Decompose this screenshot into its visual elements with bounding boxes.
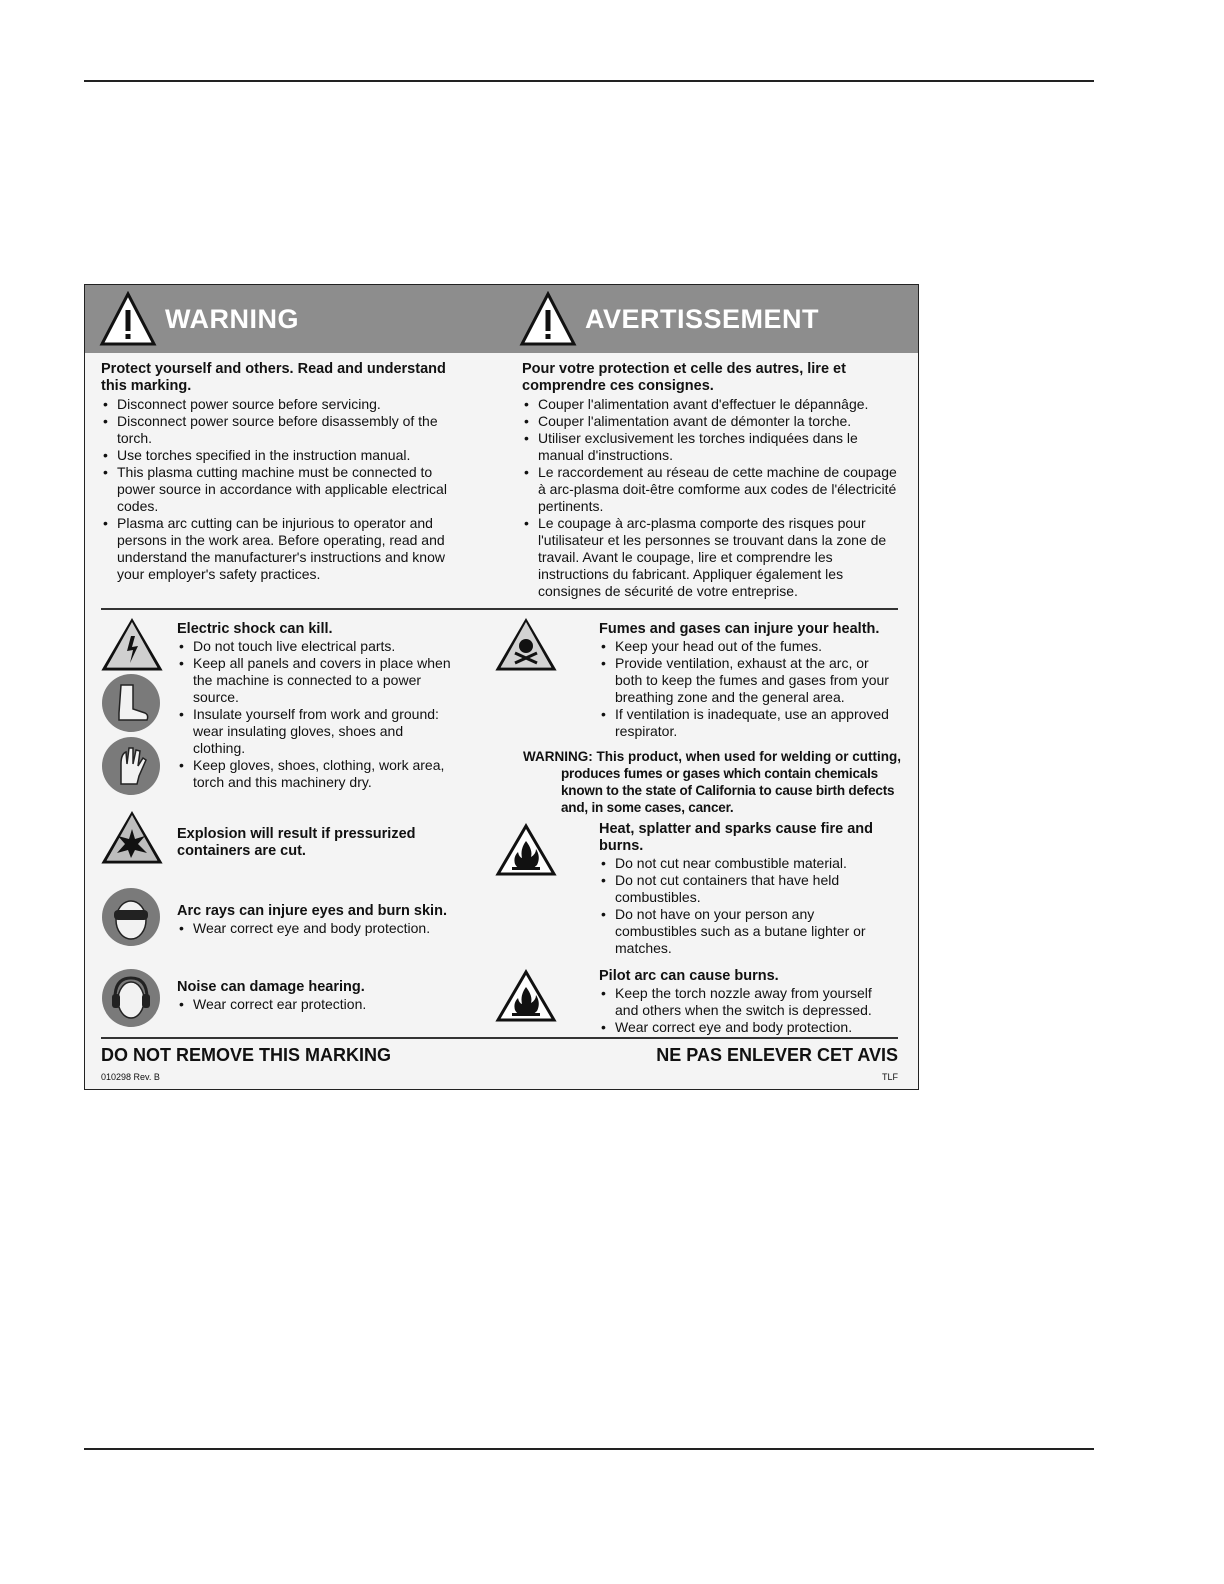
list-item: • Wear correct eye and body protection. [599,1019,899,1036]
ne-pas-enlever-notice: NE PAS ENLEVER CET AVIS [656,1045,898,1065]
english-lead: Protect yourself and others. Read and understand this marking. [101,361,446,394]
glove-icon [101,736,161,796]
hazard-pilot-arc [599,968,899,1036]
hazard-title: Electric shock can kill. [177,621,333,637]
list-item: • Do not touch live electrical parts. [177,638,457,655]
french-lead: Pour votre protection et celle des autres, lire et comprendre ces consignes. [522,361,846,394]
list-item: • Keep the torch nozzle away from yourself and others when the switch is depressed. [599,985,899,1019]
hazard-arc-rays [177,903,467,937]
hazard-bullets [177,920,467,937]
prop65-body: produces fumes or gases which contain chemicals known to the state of California to cause birth defects and, in some cases, cancer. [561,766,895,815]
list-item: • Keep your head out of the fumes. [599,638,899,655]
list-item: • Do not have on your person any combustibles such as a butane lighter or matches. [599,906,899,957]
hazard-title: Arc rays can injure eyes and burn skin. [177,903,447,919]
eye-protection-icon [101,887,161,947]
boot-icon [101,673,161,733]
california-prop65-warning [523,748,903,816]
list-item: • Le raccordement au réseau de cette machine de coupage à arc-plasma doit-être comforme aux codes de l'électricité pertinents. [522,464,902,515]
english-instructions [101,361,451,583]
list-item: • Disconnect power source before disassembly of the torch. [101,413,451,447]
hazard-fumes [599,621,899,740]
warning-triangle-icon [519,291,577,347]
list-item: • Wear correct ear protection. [177,996,467,1013]
ear-protection-icon [101,968,161,1028]
list-item: • Utiliser exclusivement les torches indiquées dans le manual d'instructions. [522,430,902,464]
list-item: • Le coupage à arc-plasma comporte des risques pour l'utilisateur et les personnes se trouvant dans la zone de travail. Avant le coupage, lire et comprendre les instructions du fabricant. Appliquer également les consignes de sécurité de votre entreprise. [522,515,902,600]
hazard-bullets [599,638,899,740]
header-rule [84,80,1094,82]
hazard-bullets [599,985,899,1036]
part-number: 010298 Rev. B [101,1072,160,1082]
label-code: TLF [881,1072,898,1082]
electric-shock-icon [101,618,163,672]
list-item: • Couper l'alimentation avant d'effectuer le dépannâge. [522,396,902,413]
hazard-noise [177,979,467,1013]
warning-title: WARNING [165,303,299,334]
hazard-bullets [177,996,467,1013]
hazard-shock [177,621,457,791]
section-divider [101,608,898,610]
footer-rule [84,1448,1094,1450]
section-divider [101,1037,898,1039]
prop65-head: WARNING: This product, when used for welding or cutting, [523,749,901,764]
hazard-bullets [599,855,899,957]
hazard-title: Pilot arc can cause burns. [599,968,779,984]
skull-crossbones-icon [495,618,557,672]
list-item: • If ventilation is inadequate, use an approved respirator. [599,706,899,740]
hazard-title: Noise can damage hearing. [177,979,365,995]
list-item: • Keep gloves, shoes, clothing, work area, torch and this machinery dry. [177,757,457,791]
hazard-explosion [177,826,447,860]
hazard-title: Fumes and gases can injure your health. [599,621,880,637]
do-not-remove-notice: DO NOT REMOVE THIS MARKING [101,1045,392,1065]
list-item: • Use torches specified in the instruction manual. [101,447,451,464]
list-item: • Couper l'alimentation avant de démonter la torche. [522,413,902,430]
hazard-bullets [177,638,457,791]
hazard-heat [599,821,899,957]
list-item: • This plasma cutting machine must be connected to power source in accordance with applicable electrical codes. [101,464,451,515]
banner-warning-en [99,285,299,353]
list-item: • Keep all panels and covers in place when the machine is connected to a power source. [177,655,457,706]
fire-icon [495,823,557,877]
list-item: • Insulate yourself from work and ground: wear insulating gloves, shoes and clothing. [177,706,457,757]
list-item: • Do not cut near combustible material. [599,855,899,872]
list-item: • Plasma arc cutting can be injurious to operator and persons in the work area. Before operating, read and understand the manufacturer's instructions and know your employer's safety practices. [101,515,451,583]
french-bullets [522,396,902,600]
warning-label [84,284,919,1090]
list-item: • Wear correct eye and body protection. [177,920,467,937]
explosion-icon [101,811,163,865]
list-item: • Do not cut containers that have held combustibles. [599,872,899,906]
avertissement-title: AVERTISSEMENT [585,303,820,334]
french-instructions [522,361,902,600]
list-item: • Provide ventilation, exhaust at the arc, or both to keep the fumes and gases from your breathing zone and the general area. [599,655,899,706]
warning-banner [85,285,918,353]
hazard-title: Heat, splatter and sparks cause fire and burns. [599,821,873,854]
list-item: • Disconnect power source before servicing. [101,396,451,413]
fire-icon [495,969,557,1023]
english-bullets [101,396,451,583]
warning-triangle-icon [99,291,157,347]
banner-warning-fr [519,285,819,353]
hazard-title: Explosion will result if pressurized containers are cut. [177,826,416,859]
